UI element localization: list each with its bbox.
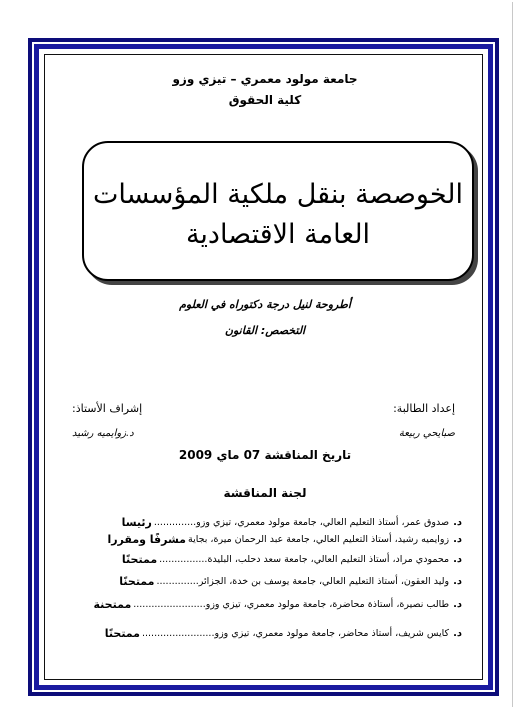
member-role: ممتحنًا bbox=[119, 574, 155, 588]
supervisor-name: د.زوايميه رشيد bbox=[72, 428, 134, 439]
member-prefix: د. bbox=[453, 516, 462, 528]
member-details: طالب نصيرة، أستاذة محاضرة، جامعة مولود معمري، تيزي وزو bbox=[205, 598, 450, 610]
member-details: صدوق عمر، أستاذ التعليم العالي، جامعة مولود معمري، تيزي وزو bbox=[196, 516, 450, 528]
committee-member bbox=[66, 514, 462, 530]
member-details: زوايميه رشيد، أستاذ التعليم العالي، جامعة عبد الرحمان ميرة، بجاية bbox=[187, 533, 450, 545]
defense-date: تاريخ المناقشة 07 ماي 2009 bbox=[178, 448, 352, 462]
member-role: مشرفًا ومقررا bbox=[107, 532, 186, 546]
supervisor-label: إشراف الأستاذ: bbox=[72, 402, 143, 415]
member-dots: .............. bbox=[156, 575, 199, 587]
member-role: ممتحنًا bbox=[104, 626, 140, 640]
committee-member bbox=[66, 551, 462, 567]
member-prefix: د. bbox=[453, 533, 462, 545]
committee-member bbox=[66, 573, 462, 589]
member-dots: ................ bbox=[159, 553, 208, 565]
thesis-specialty-line: التخصص: القانون bbox=[224, 324, 306, 337]
member-prefix: د. bbox=[453, 553, 462, 565]
member-role: رئيسا bbox=[121, 515, 152, 529]
thesis-title-line-2: العامة الاقتصادية bbox=[185, 219, 371, 250]
committee-member bbox=[66, 596, 462, 612]
member-dots: .............. bbox=[153, 516, 197, 528]
committee-member bbox=[66, 625, 462, 641]
member-role: ممتحنة bbox=[93, 597, 132, 611]
committee-member bbox=[66, 531, 462, 547]
member-details: محمودي مراد، أستاذ التعليم العالي، جامعة سعد دحلب، البليدة bbox=[207, 553, 450, 565]
prepared-by-label: إعداد الطالبة: bbox=[393, 402, 455, 415]
member-dots: ........................ bbox=[133, 598, 206, 610]
member-details: وليد العقون، أستاذ التعليم العالي، جامعة يوسف بن خدة، الجزائر bbox=[198, 575, 450, 587]
title-box bbox=[82, 141, 474, 281]
member-dots: ........................ bbox=[142, 627, 215, 639]
member-prefix: د. bbox=[453, 575, 462, 587]
member-role: ممتحنًا bbox=[121, 552, 158, 566]
member-details: كايس شريف، أستاذ محاضر، جامعة مولود معمري، تيزي وزو bbox=[214, 627, 450, 639]
member-prefix: د. bbox=[453, 627, 462, 639]
university-name: جامعة مولود معمري – تيزي وزو bbox=[172, 72, 358, 86]
member-prefix: د. bbox=[453, 598, 462, 610]
committee-title: لجنة المناقشة bbox=[223, 486, 307, 500]
thesis-degree-line: أطروحة لنيل درجة دكتوراه في العلوم bbox=[179, 298, 351, 311]
student-name: صبايحي ربيعة bbox=[398, 428, 455, 439]
thesis-title-line-1: الخوصصة بنقل ملكية المؤسسات bbox=[92, 179, 463, 210]
faculty-name: كلية الحقوق bbox=[228, 93, 302, 107]
